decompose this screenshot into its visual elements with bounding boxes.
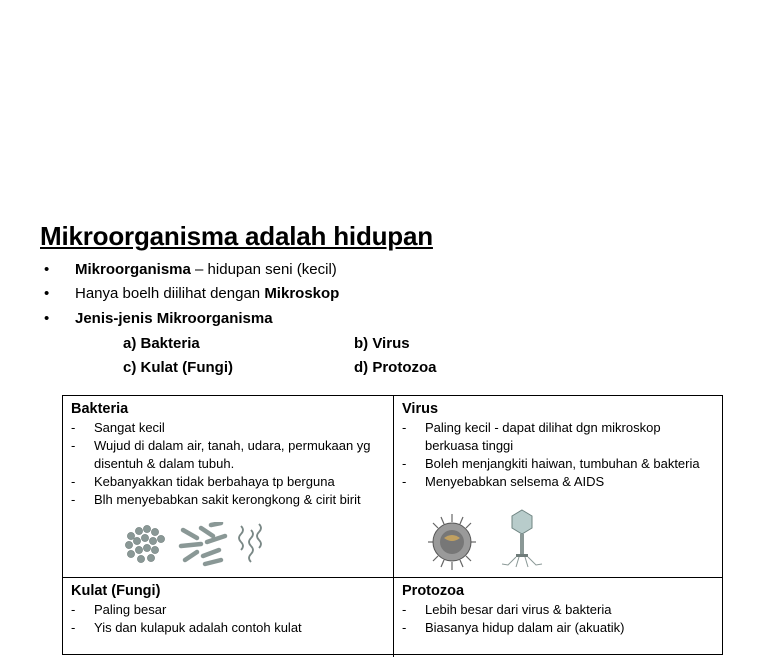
cell-title-virus: Virus — [402, 401, 439, 417]
bacteriophage-icon — [502, 510, 542, 567]
spherical-virus-icon — [428, 514, 476, 570]
list-item: - Boleh menjangkiti haiwan, tumbuhan & bakteria — [402, 455, 714, 473]
bullet-dot: • — [44, 261, 50, 278]
types-heading: Jenis-jenis Mikroorganisma — [75, 310, 273, 327]
type-kulat: c) Kulat (Fungi) — [123, 359, 233, 376]
cocci-bacteria-icon — [125, 525, 164, 562]
bullet-dot: • — [44, 310, 50, 327]
type-virus: b) Virus — [354, 335, 410, 352]
cell-bakteria — [63, 396, 393, 577]
cell-virus — [393, 396, 722, 577]
page-title: Mikroorganisma adalah hidupan — [40, 221, 433, 251]
cell-kulat — [63, 577, 393, 657]
microorganism-table — [62, 395, 723, 655]
term-mikroorganisma: Mikroorganisma — [75, 261, 191, 278]
list-item: - Wujud di dalam air, tanah, udara, permukaan yg disentuh & dalam tubuh. — [71, 437, 385, 473]
cell-title-bakteria: Bakteria — [71, 401, 129, 417]
list-item: - Biasanya hidup dalam air (akuatik) — [402, 619, 714, 637]
term-mikroskop: Mikroskop — [264, 285, 340, 302]
list-bakteria — [71, 419, 385, 509]
virus-illustration — [424, 508, 554, 574]
definition-text: – hidupan seni (kecil) — [190, 261, 337, 278]
bullet-dot: • — [44, 285, 50, 302]
type-bakteria: a) Bakteria — [123, 335, 200, 352]
cell-title-kulat: Kulat (Fungi) — [71, 583, 161, 599]
list-item: - Paling kecil - dapat dilihat dgn mikroskop berkuasa tinggi — [402, 419, 714, 455]
list-protozoa — [402, 601, 714, 637]
list-item: - Blh menyebabkan sakit kerongkong & cirit birit — [71, 491, 385, 509]
list-item: - Paling besar — [71, 601, 385, 619]
list-item: - Lebih besar dari virus & bakteria — [402, 601, 714, 619]
cell-title-protozoa: Protozoa — [402, 583, 465, 599]
list-item: - Yis dan kulapuk adalah contoh kulat — [71, 619, 385, 637]
cell-protozoa — [393, 577, 722, 657]
list-virus — [402, 419, 714, 491]
bacilli-bacteria-icon — [181, 523, 225, 564]
type-protozoa: d) Protozoa — [354, 359, 437, 376]
list-item: - Sangat kecil — [71, 419, 385, 437]
bacteria-illustration — [121, 522, 281, 570]
list-kulat — [71, 601, 385, 637]
list-item: - Kebanyakkan tidak berbahaya tp berguna — [71, 473, 385, 491]
microscope-text: Hanya boelh diilihat dengan — [75, 285, 265, 302]
spirilla-bacteria-icon — [239, 524, 261, 562]
list-item: - Menyebabkan selsema & AIDS — [402, 473, 714, 491]
